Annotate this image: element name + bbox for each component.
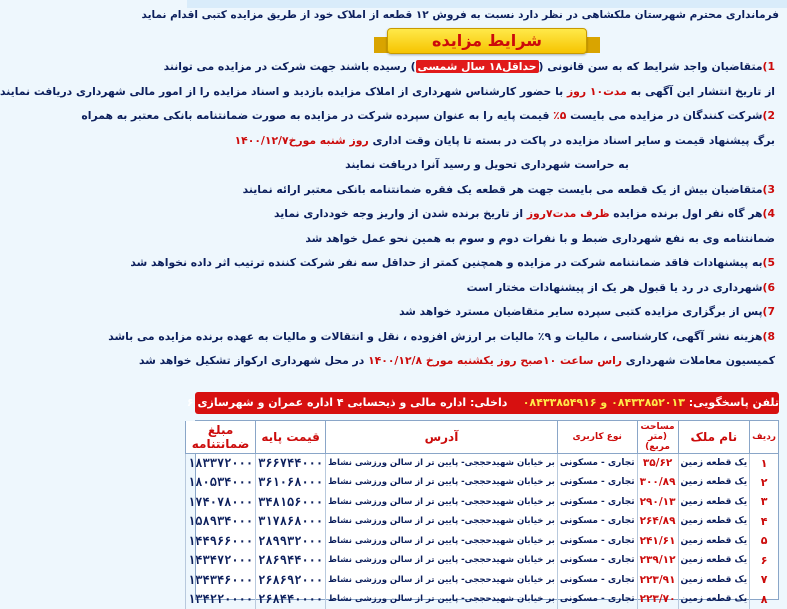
table-row	[186, 492, 778, 512]
property-usage: تجاری - مسکونی	[557, 551, 637, 571]
property-address: بر خیابان شهیدحججی- پایین تر از سالن ورزشی نشاط	[326, 473, 558, 493]
row-number: ۵	[750, 531, 778, 551]
condition-line	[199, 109, 775, 122]
condition-text: ضمانتنامه وی به نفع شهرداری ضبط و با نفرات دوم و سوم به همین نحو عمل خواهد شد	[305, 232, 775, 245]
property-name: یک قطعه زمین	[678, 531, 750, 551]
condition-text: به پیشنهادات فاقد ضمانتنامه شرکت در مزایده و همچنین کمتر از حداقل سه نفر شرکت کننده ترتیب اثر داده نخواهد شد	[130, 256, 762, 269]
condition-number: 6)	[763, 281, 775, 294]
condition-number: 4)	[763, 207, 775, 220]
condition-text: شرکت کنندگان در مزایده می بایست	[566, 109, 762, 122]
property-name: یک قطعه زمین	[678, 570, 750, 590]
guarantee-amount: ۱۸۰۵۳۴۰۰۰	[186, 473, 256, 493]
condition-text: به حراست شهرداری تحویل و رسید آنرا دریافت نمایند	[345, 158, 629, 171]
header-usage: نوع کاربری	[557, 421, 637, 453]
header-area: مساحت (متر مربع)	[637, 421, 678, 453]
property-usage: تجاری - مسکونی	[557, 453, 637, 473]
property-area: ۲۲۳/۹۱	[637, 570, 678, 590]
row-number: ۸	[750, 590, 778, 609]
condition-highlight: حداقل۱۸ سال شمسی	[416, 60, 539, 73]
condition-text: هر گاه نفر اول برنده مزایده	[610, 207, 763, 220]
contact-numbers: ۰۸۴۳۳۸۵۲۰۱۳ و ۰۸۴۳۳۸۵۴۹۱۶	[523, 396, 685, 409]
condition-line	[199, 134, 775, 147]
property-address: بر خیابان شهیدحججی- پایین تر از سالن ورزشی نشاط	[326, 551, 558, 571]
property-name: یک قطعه زمین	[678, 512, 750, 532]
property-name: یک قطعه زمین	[678, 453, 750, 473]
condition-line	[199, 305, 775, 318]
base-price: ۲۸۹۹۳۲۰۰۰	[256, 531, 326, 551]
table-row	[186, 590, 778, 609]
row-number: ۴	[750, 512, 778, 532]
condition-number: 3)	[763, 183, 775, 196]
condition-line	[199, 256, 775, 269]
auction-notice	[187, 0, 787, 600]
table-header-row	[186, 421, 778, 453]
condition-number: 2)	[763, 109, 775, 122]
table-row	[186, 570, 778, 590]
condition-number: 1)	[763, 60, 775, 73]
table-body	[186, 453, 778, 609]
condition-text: از تاریخ انتشار این آگهی به	[627, 85, 775, 98]
property-usage: تجاری - مسکونی	[557, 531, 637, 551]
header-address: آدرس	[326, 421, 558, 453]
condition-highlight: مدت۱۰ روز	[567, 85, 627, 98]
property-usage: تجاری - مسکونی	[557, 590, 637, 609]
property-name: یک قطعه زمین	[678, 492, 750, 512]
base-price: ۳۱۷۸۶۸۰۰۰	[256, 512, 326, 532]
property-area: ۲۶۴/۸۹	[637, 512, 678, 532]
table-row	[186, 551, 778, 571]
property-usage: تجاری - مسکونی	[557, 512, 637, 532]
property-area: ۳۵/۶۲	[637, 453, 678, 473]
condition-line	[199, 232, 775, 245]
condition-number: 7)	[763, 305, 775, 318]
property-area: ۳۰۰/۸۹	[637, 473, 678, 493]
guarantee-amount: ۱۴۴۹۶۶۰۰۰	[186, 531, 256, 551]
base-price: ۳۴۸۱۵۶۰۰۰	[256, 492, 326, 512]
table-row	[186, 512, 778, 532]
condition-line	[199, 158, 775, 171]
condition-line	[199, 354, 775, 367]
property-usage: تجاری - مسکونی	[557, 492, 637, 512]
section-title: شرایط مزایده	[387, 28, 587, 54]
row-number: ۷	[750, 570, 778, 590]
contact-bar	[195, 392, 779, 414]
property-address: بر خیابان شهیدحججی- پایین تر از سالن ورزشی نشاط	[326, 492, 558, 512]
intro-text: فرمانداری محترم شهرستان ملکشاهی در نظر دارد نسبت به فروش ۱۲ قطعه از املاک خود از طریق مزایده کتبی اقدام نماید	[195, 9, 779, 21]
condition-text: متقاضیان بیش از یک قطعه می بایست جهت هر قطعه یک فقره ضمانتنامه بانکی معتبر ارائه نمایند	[243, 183, 763, 196]
condition-text: هزینه نشر آگهی، کارشناسی ، مالیات و ۹٪ مالیات بر ارزش افزوده ، نقل و انتقالات و مالیات به عهده برنده مزایده می باشد	[108, 330, 762, 343]
guarantee-amount: ۱۳۴۳۴۶۰۰۰	[186, 570, 256, 590]
contact-extensions: داخلی: اداره مالی و ذیحسابی ۴ اداره عمران و شهرسازی ۶	[187, 396, 507, 409]
row-number: ۳	[750, 492, 778, 512]
condition-line	[199, 183, 775, 196]
condition-text: متقاضیان واجد شرایط که به سن قانونی (	[539, 60, 763, 73]
condition-highlight: ظرف مدت۷روز	[527, 207, 610, 220]
property-address: بر خیابان شهیدحججی- پایین تر از سالن ورزشی نشاط	[326, 590, 558, 609]
row-number: ۲	[750, 473, 778, 493]
table-row	[186, 531, 778, 551]
condition-text: برگ پیشنهاد قیمت و سایر اسناد مزایده در پاکت در بسته تا پایان وقت اداری	[369, 134, 775, 147]
guarantee-amount: ۱۴۳۴۷۲۰۰۰	[186, 551, 256, 571]
condition-text-tail: از تاریخ برنده شدن از واریز وجه خودداری نماید	[274, 207, 527, 220]
condition-line	[199, 85, 775, 98]
table-row	[186, 453, 778, 473]
header-name: نام ملک	[678, 421, 750, 453]
base-price: ۲۶۸۶۹۲۰۰۰	[256, 570, 326, 590]
guarantee-amount: ۱۷۴۰۷۸۰۰۰	[186, 492, 256, 512]
header-row-number: ردیف	[750, 421, 778, 453]
base-price: ۲۸۶۹۴۴۰۰۰	[256, 551, 326, 571]
condition-line	[199, 60, 775, 73]
property-name: یک قطعه زمین	[678, 551, 750, 571]
condition-text-tail: ) رسیده باشند جهت شرکت در مزایده می توانند	[164, 60, 416, 73]
condition-text-tail: با حضور کارشناس شهرداری از املاک مزایده بازدید و اسناد مزایده را از امور مالی شهرداری دریافت نمایند	[0, 85, 567, 98]
property-name: یک قطعه زمین	[678, 590, 750, 609]
header-guarantee: مبلغ ضمانتنامه	[186, 421, 256, 453]
condition-text-tail: در محل شهرداری ارکواز تشکیل خواهد شد	[139, 354, 368, 367]
row-number: ۶	[750, 551, 778, 571]
condition-number: 5)	[763, 256, 775, 269]
row-number: ۱	[750, 453, 778, 473]
condition-text-tail: قیمت پایه را به عنوان سپرده شرکت در مزایده به صورت ضمانتنامه بانکی معتبر به همراه	[81, 109, 553, 122]
property-area: ۲۳۹/۱۲	[637, 551, 678, 571]
top-strip	[187, 0, 787, 8]
guarantee-amount: ۱۵۸۹۳۴۰۰۰	[186, 512, 256, 532]
condition-text: پس از برگزاری مزایده کتبی سپرده سایر متقاضیان مسترد خواهد شد	[399, 305, 762, 318]
property-area: ۲۹۰/۱۳	[637, 492, 678, 512]
condition-text: کمیسیون معاملات شهرداری	[622, 354, 775, 367]
base-price: ۲۶۸۴۴۰۰۰۰	[256, 590, 326, 609]
base-price: ۳۶۶۷۴۴۰۰۰	[256, 453, 326, 473]
condition-line	[199, 330, 775, 343]
condition-number: 8)	[763, 330, 775, 343]
property-address: بر خیابان شهیدحججی- پایین تر از سالن ورزشی نشاط	[326, 570, 558, 590]
property-usage: تجاری - مسکونی	[557, 570, 637, 590]
base-price: ۳۶۱۰۶۸۰۰۰	[256, 473, 326, 493]
guarantee-amount: ۱۸۳۳۷۲۰۰۰	[186, 453, 256, 473]
header-base-price: قیمت پایه	[256, 421, 326, 453]
property-address: بر خیابان شهیدحججی- پایین تر از سالن ورزشی نشاط	[326, 453, 558, 473]
property-address: بر خیابان شهیدحججی- پایین تر از سالن ورزشی نشاط	[326, 512, 558, 532]
property-area: ۲۴۱/۶۱	[637, 531, 678, 551]
condition-line	[199, 207, 775, 220]
properties-table	[195, 420, 779, 600]
property-usage: تجاری - مسکونی	[557, 473, 637, 493]
property-address: بر خیابان شهیدحججی- پایین تر از سالن ورزشی نشاط	[326, 531, 558, 551]
property-name: یک قطعه زمین	[678, 473, 750, 493]
property-area: ۲۲۳/۷۰	[637, 590, 678, 609]
condition-highlight: روز شنبه مورخ۱۴۰۰/۱۲/۷	[235, 134, 369, 147]
condition-highlight: راس ساعت ۱۰صبح روز یکشنبه مورخ ۱۴۰۰/۱۲/۸	[368, 354, 622, 367]
condition-highlight: ۵٪	[553, 109, 566, 122]
contact-label: تلفن پاسخگویی:	[685, 396, 779, 409]
condition-line	[199, 281, 775, 294]
condition-text: شهرداری در رد یا قبول هر یک از پیشنهادات مختار است	[467, 281, 763, 294]
table-row	[186, 473, 778, 493]
guarantee-amount: ۱۳۴۲۲۰۰۰۰	[186, 590, 256, 609]
